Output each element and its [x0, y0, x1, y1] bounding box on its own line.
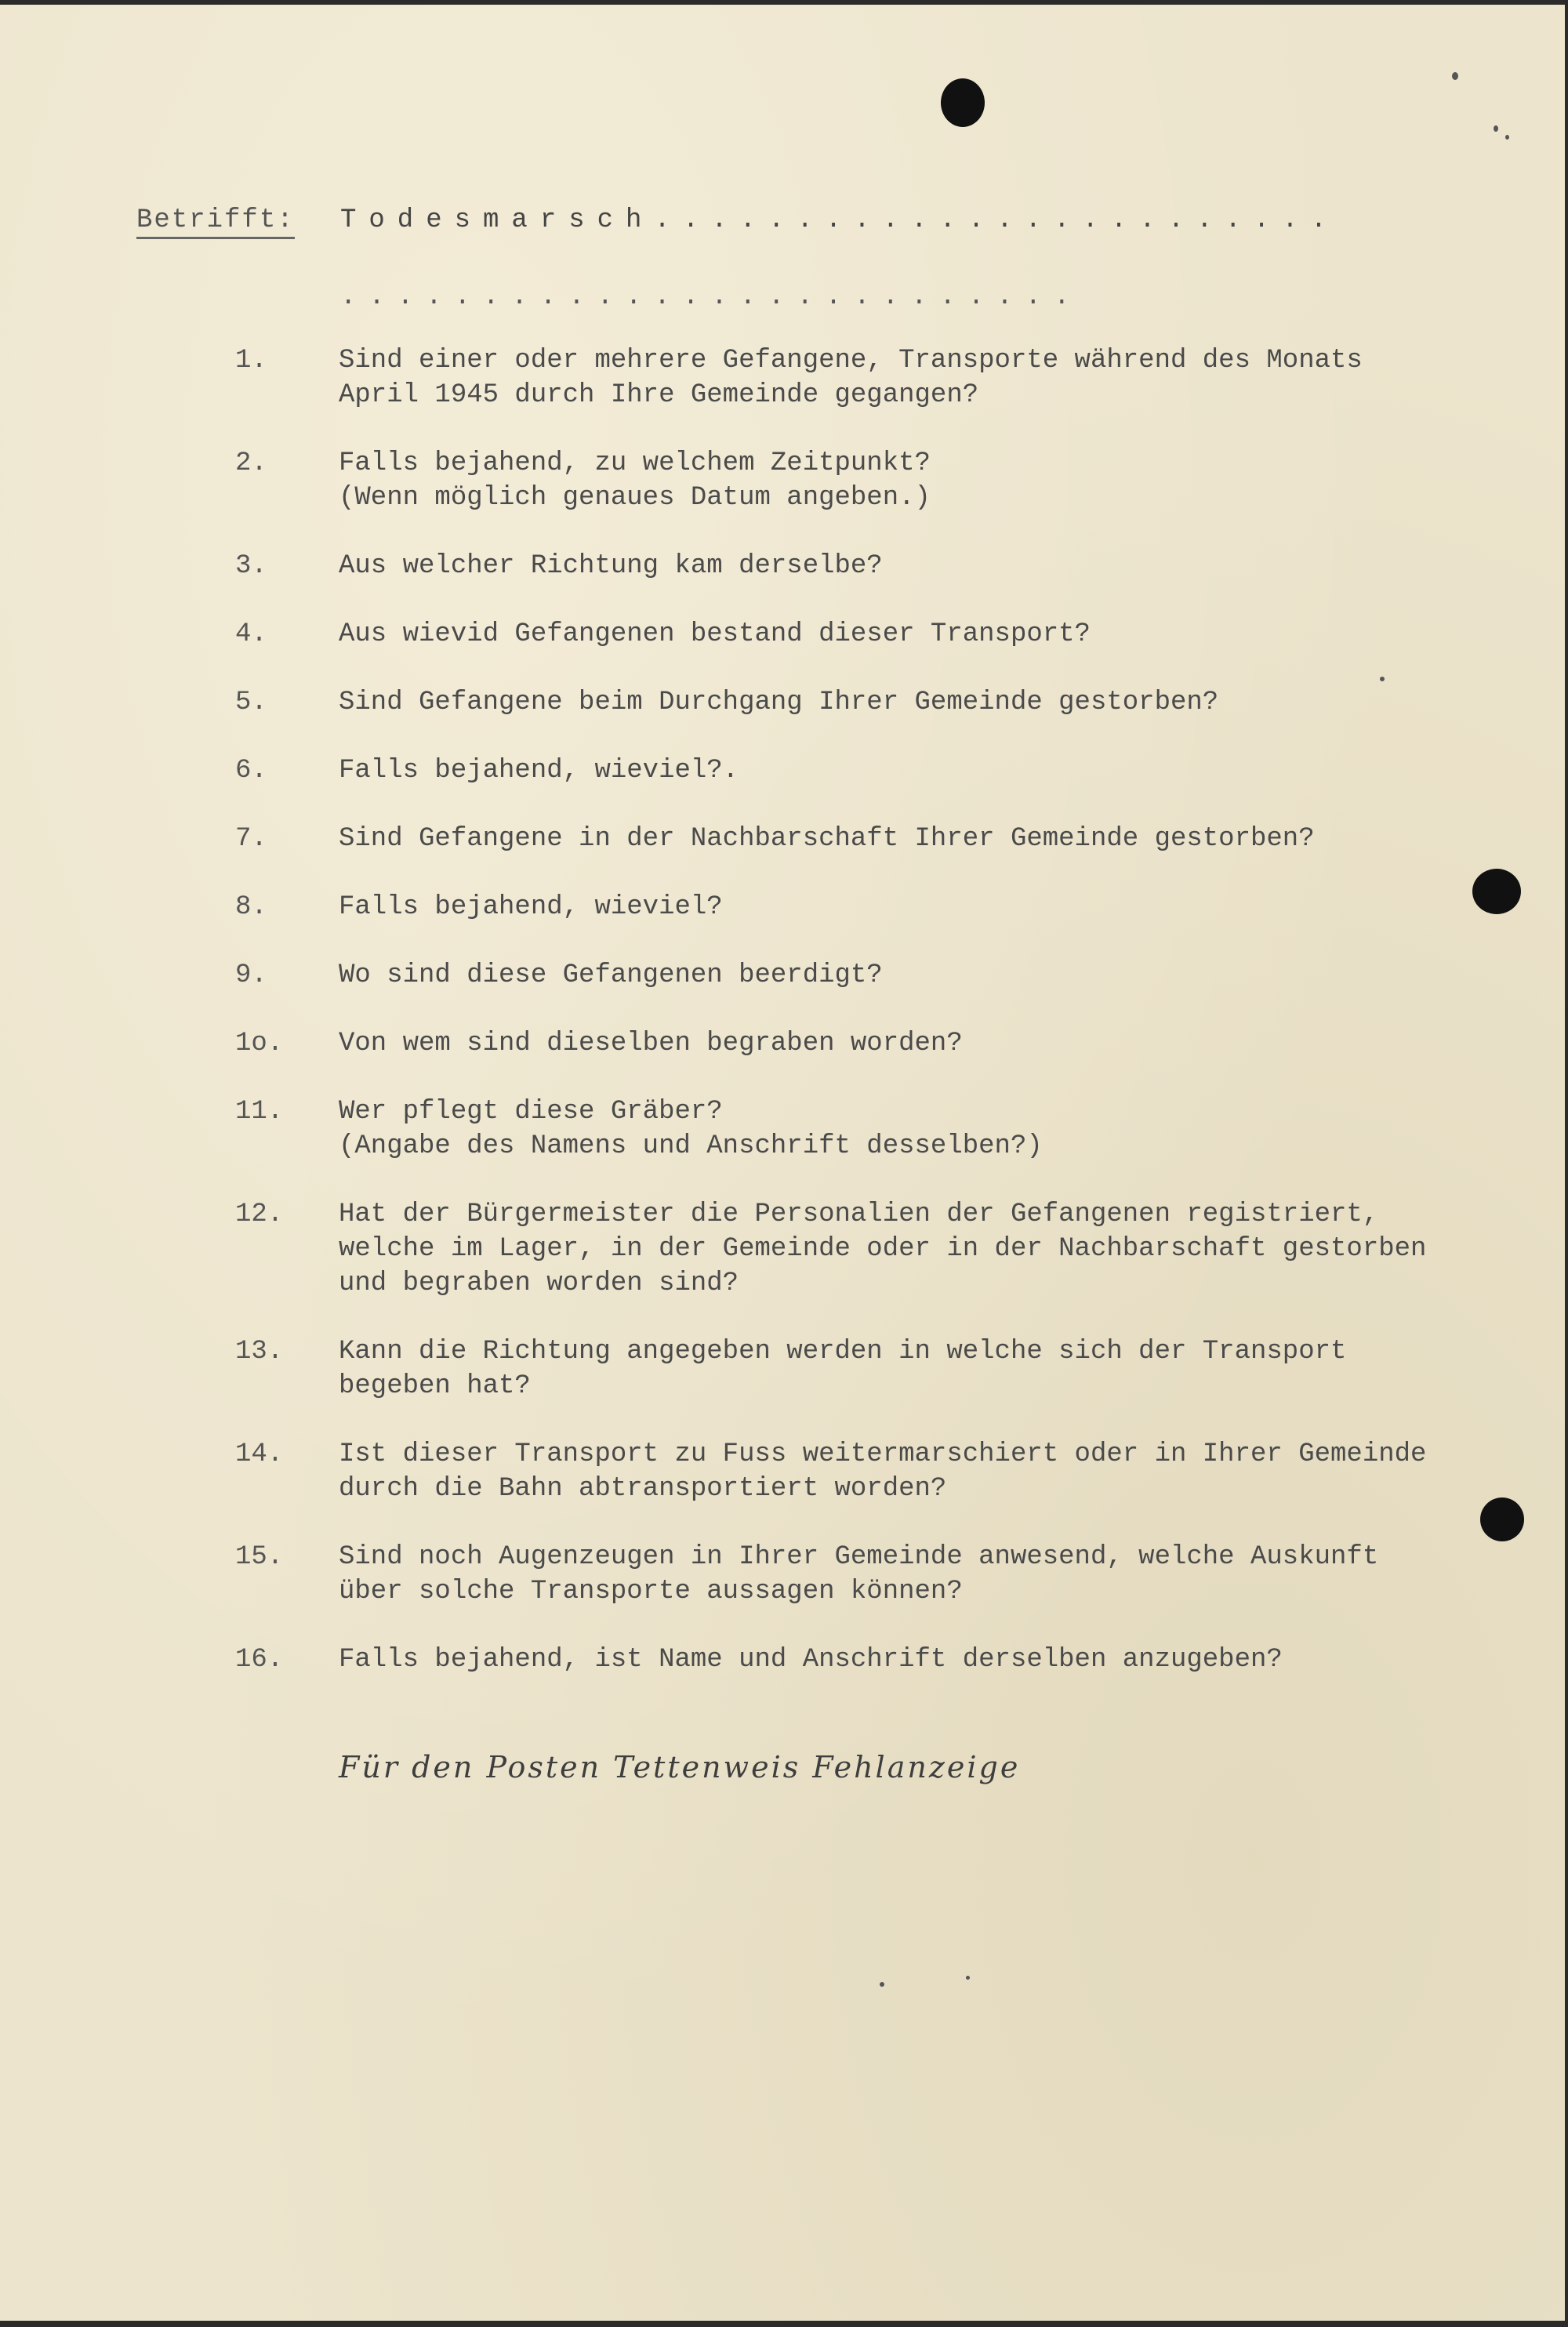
question-item [235, 549, 1521, 583]
handwritten-note: Für den Posten Tettenweis Fehlanzeige [339, 1750, 1021, 1784]
question-line: Aus wievid Gefangenen bestand dieser Transport? [339, 619, 1091, 649]
question-line: und begraben worden sind? [339, 1269, 739, 1298]
question-number: 4. [235, 619, 267, 649]
question-item [235, 958, 1521, 993]
question-line: Hat der Bürgermeister die Personalien der Gefangenen registriert, [339, 1200, 1379, 1229]
question-item [235, 822, 1521, 856]
question-item [235, 1197, 1521, 1301]
question-item [235, 890, 1521, 924]
question-text [339, 1437, 1426, 1506]
question-line: Falls bejahend, zu welchem Zeitpunkt? [339, 448, 931, 478]
question-number: 1. [235, 346, 267, 376]
scan-edge-right [1565, 0, 1568, 2327]
question-text [339, 446, 931, 515]
question-item [235, 753, 1521, 788]
question-list [235, 343, 1521, 1711]
question-number: 14. [235, 1439, 284, 1469]
question-number: 9. [235, 960, 267, 990]
question-number: 15. [235, 1542, 284, 1572]
question-text [339, 753, 739, 788]
question-item [235, 343, 1521, 412]
question-line: (Wenn möglich genaues Datum angeben.) [339, 483, 931, 513]
question-text [339, 617, 1091, 652]
question-text [339, 1540, 1378, 1609]
question-item [235, 1026, 1521, 1061]
question-number: 12. [235, 1200, 284, 1229]
question-text [339, 549, 883, 583]
ink-speck [1380, 677, 1385, 681]
ink-speck [1505, 135, 1509, 140]
question-number: 13. [235, 1337, 284, 1367]
ink-speck [966, 1976, 970, 1980]
question-number: 16. [235, 1645, 284, 1675]
question-text [339, 1334, 1346, 1403]
ink-speck [1452, 72, 1458, 80]
question-line: Sind Gefangene in der Nachbarschaft Ihrer Gemeinde gestorben? [339, 824, 1315, 854]
question-number: 7. [235, 824, 267, 854]
ink-speck [880, 1982, 884, 1987]
question-text [339, 1095, 1043, 1164]
question-line: Wo sind diese Gefangenen beerdigt? [339, 960, 883, 990]
question-line: Sind noch Augenzeugen in Ihrer Gemeinde anwesend, welche Auskunft [339, 1542, 1379, 1572]
question-item [235, 446, 1521, 515]
subject-label: Betrifft: [136, 205, 295, 239]
question-line: Falls bejahend, wieviel? [339, 892, 723, 922]
question-number: 8. [235, 892, 267, 922]
question-line: über solche Transporte aussagen können? [339, 1577, 963, 1606]
question-line: Wer pflegt diese Gräber? [339, 1097, 723, 1127]
question-number: 2. [235, 448, 267, 478]
question-number: 3. [235, 551, 267, 581]
question-text [339, 343, 1363, 412]
question-line: April 1945 durch Ihre Gemeinde gegangen? [339, 380, 979, 410]
question-text [339, 1026, 963, 1061]
question-text [339, 890, 723, 924]
question-line: Falls bejahend, wieviel?. [339, 756, 739, 786]
question-line: Aus welcher Richtung kam derselbe? [339, 551, 883, 581]
ink-speck [1494, 125, 1498, 132]
subject-header [136, 205, 1469, 245]
question-number: 11. [235, 1097, 284, 1127]
question-line: Sind einer oder mehrere Gefangene, Transporte während des Monats [339, 346, 1363, 376]
punch-hole-top [941, 78, 985, 127]
question-item [235, 1095, 1521, 1164]
question-item [235, 1437, 1521, 1506]
question-item [235, 1643, 1521, 1677]
question-line: durch die Bahn abtransportiert worden? [339, 1474, 947, 1504]
question-line: Ist dieser Transport zu Fuss weitermarschiert oder in Ihrer Gemeinde [339, 1439, 1427, 1469]
question-item [235, 617, 1521, 652]
question-text [339, 1643, 1283, 1677]
question-line: Sind Gefangene beim Durchgang Ihrer Gemeinde gestorben? [339, 688, 1219, 717]
question-text [339, 685, 1218, 720]
scan-edge-bottom [0, 2321, 1568, 2327]
question-text [339, 958, 883, 993]
scan-edge-top [0, 0, 1568, 5]
question-number: 1o. [235, 1029, 284, 1058]
question-line: Falls bejahend, ist Name und Anschrift derselben anzugeben? [339, 1645, 1283, 1675]
question-item [235, 685, 1521, 720]
question-line: welche im Lager, in der Gemeinde oder in der Nachbarschaft gestorben [339, 1234, 1427, 1264]
question-number: 6. [235, 756, 267, 786]
question-line: begeben hat? [339, 1371, 531, 1401]
question-text [339, 822, 1315, 856]
question-text [339, 1197, 1426, 1301]
question-line: (Angabe des Namens und Anschrift desselben?) [339, 1131, 1043, 1161]
question-line: Kann die Richtung angegeben werden in welche sich der Transport [339, 1337, 1347, 1367]
question-line: Von wem sind dieselben begraben worden? [339, 1029, 963, 1058]
question-item [235, 1334, 1521, 1403]
question-item [235, 1540, 1521, 1609]
subject-dot-line: .......................... [340, 282, 1083, 312]
question-number: 5. [235, 688, 267, 717]
subject-value: Todesmarsch........................ [340, 205, 1340, 235]
